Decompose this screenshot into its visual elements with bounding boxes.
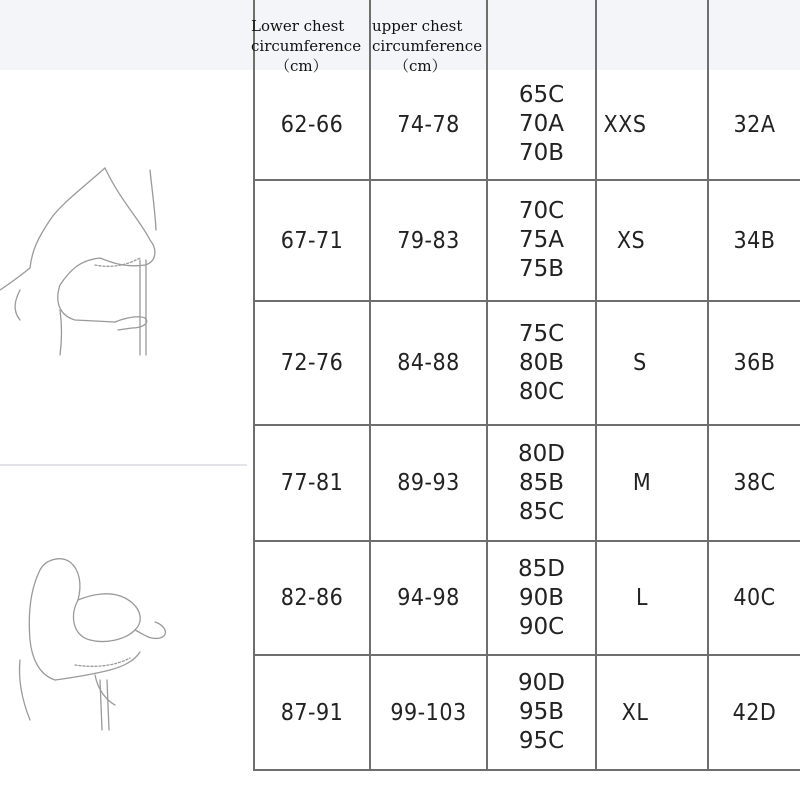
row6-size: XL bbox=[621, 699, 649, 726]
header-lower-chest-line2: circumference bbox=[251, 37, 362, 55]
row1-cup-1: 65C bbox=[518, 82, 565, 108]
row1-cup-3: 70B bbox=[518, 140, 565, 166]
row6-cup-2: 95B bbox=[518, 699, 565, 725]
row5-upper: 94-98 bbox=[397, 585, 460, 611]
row1-lower: 62-66 bbox=[280, 111, 344, 138]
row1-us: 32A bbox=[733, 111, 776, 138]
illustration-panel bbox=[0, 0, 247, 800]
row3-cup-2: 80B bbox=[518, 349, 565, 376]
row4-cup-1: 80D bbox=[518, 440, 565, 467]
row1-cup-2: 70A bbox=[518, 111, 564, 137]
row5-cups bbox=[488, 542, 595, 654]
row3-lower: 72-76 bbox=[280, 350, 344, 376]
header-lower-chest bbox=[251, 16, 361, 76]
row6-cup-3: 95C bbox=[518, 728, 565, 754]
header-upper-chest-unit: （cm） bbox=[394, 57, 447, 75]
size-chart-table bbox=[247, 0, 800, 800]
row3-cup-3: 80C bbox=[518, 378, 565, 405]
row4-cup-2: 85B bbox=[518, 469, 565, 496]
row4-size: M bbox=[632, 470, 652, 496]
row2-lower: 67-71 bbox=[280, 227, 344, 254]
row2-cup-3: 75B bbox=[518, 256, 565, 282]
illustration-divider bbox=[0, 464, 247, 466]
row5-cup-2: 90B bbox=[518, 584, 565, 611]
row1-upper: 74-78 bbox=[397, 111, 460, 138]
row2-upper: 79-83 bbox=[397, 227, 460, 254]
header-lower-chest-unit: （cm） bbox=[275, 57, 328, 75]
row4-us: 38C bbox=[733, 470, 776, 496]
row1-size: XXS bbox=[603, 111, 647, 138]
header-upper-chest-line2: circumference bbox=[372, 37, 483, 55]
row1-cups bbox=[488, 70, 595, 179]
row6-cup-1: 90D bbox=[518, 670, 565, 696]
row5-cup-3: 90C bbox=[518, 613, 565, 640]
row3-size: S bbox=[633, 350, 647, 376]
row4-upper: 89-93 bbox=[397, 470, 460, 496]
row2-us: 34B bbox=[733, 227, 776, 254]
row6-lower: 87-91 bbox=[280, 699, 344, 726]
measure-upper-chest-illustration bbox=[0, 540, 247, 740]
row5-cup-1: 85D bbox=[518, 555, 565, 582]
row2-cup-1: 70C bbox=[518, 198, 565, 224]
header-upper-chest-line1: upper chest bbox=[372, 17, 463, 35]
row3-cup-1: 75C bbox=[518, 320, 565, 347]
row6-cups bbox=[488, 656, 595, 769]
row4-lower: 77-81 bbox=[280, 470, 344, 496]
row3-upper: 84-88 bbox=[397, 350, 460, 376]
row6-upper: 99-103 bbox=[390, 699, 467, 726]
row4-cups bbox=[488, 426, 595, 540]
row3-us: 36B bbox=[733, 350, 776, 376]
row5-size: L bbox=[635, 585, 649, 611]
measure-lower-chest-illustration bbox=[0, 150, 247, 370]
grid-hline-6 bbox=[253, 769, 800, 771]
header-upper-chest bbox=[372, 16, 482, 76]
row2-cup-2: 75A bbox=[518, 227, 564, 253]
row6-us: 42D bbox=[732, 699, 777, 726]
row3-cups bbox=[488, 302, 595, 424]
row5-us: 40C bbox=[733, 585, 776, 611]
row2-cups bbox=[488, 181, 595, 300]
illustration-top-band bbox=[0, 0, 247, 70]
row5-lower: 82-86 bbox=[280, 585, 344, 611]
row4-cup-3: 85C bbox=[518, 498, 565, 525]
row2-size: XS bbox=[616, 227, 646, 254]
header-lower-chest-line1: Lower chest bbox=[251, 17, 345, 35]
